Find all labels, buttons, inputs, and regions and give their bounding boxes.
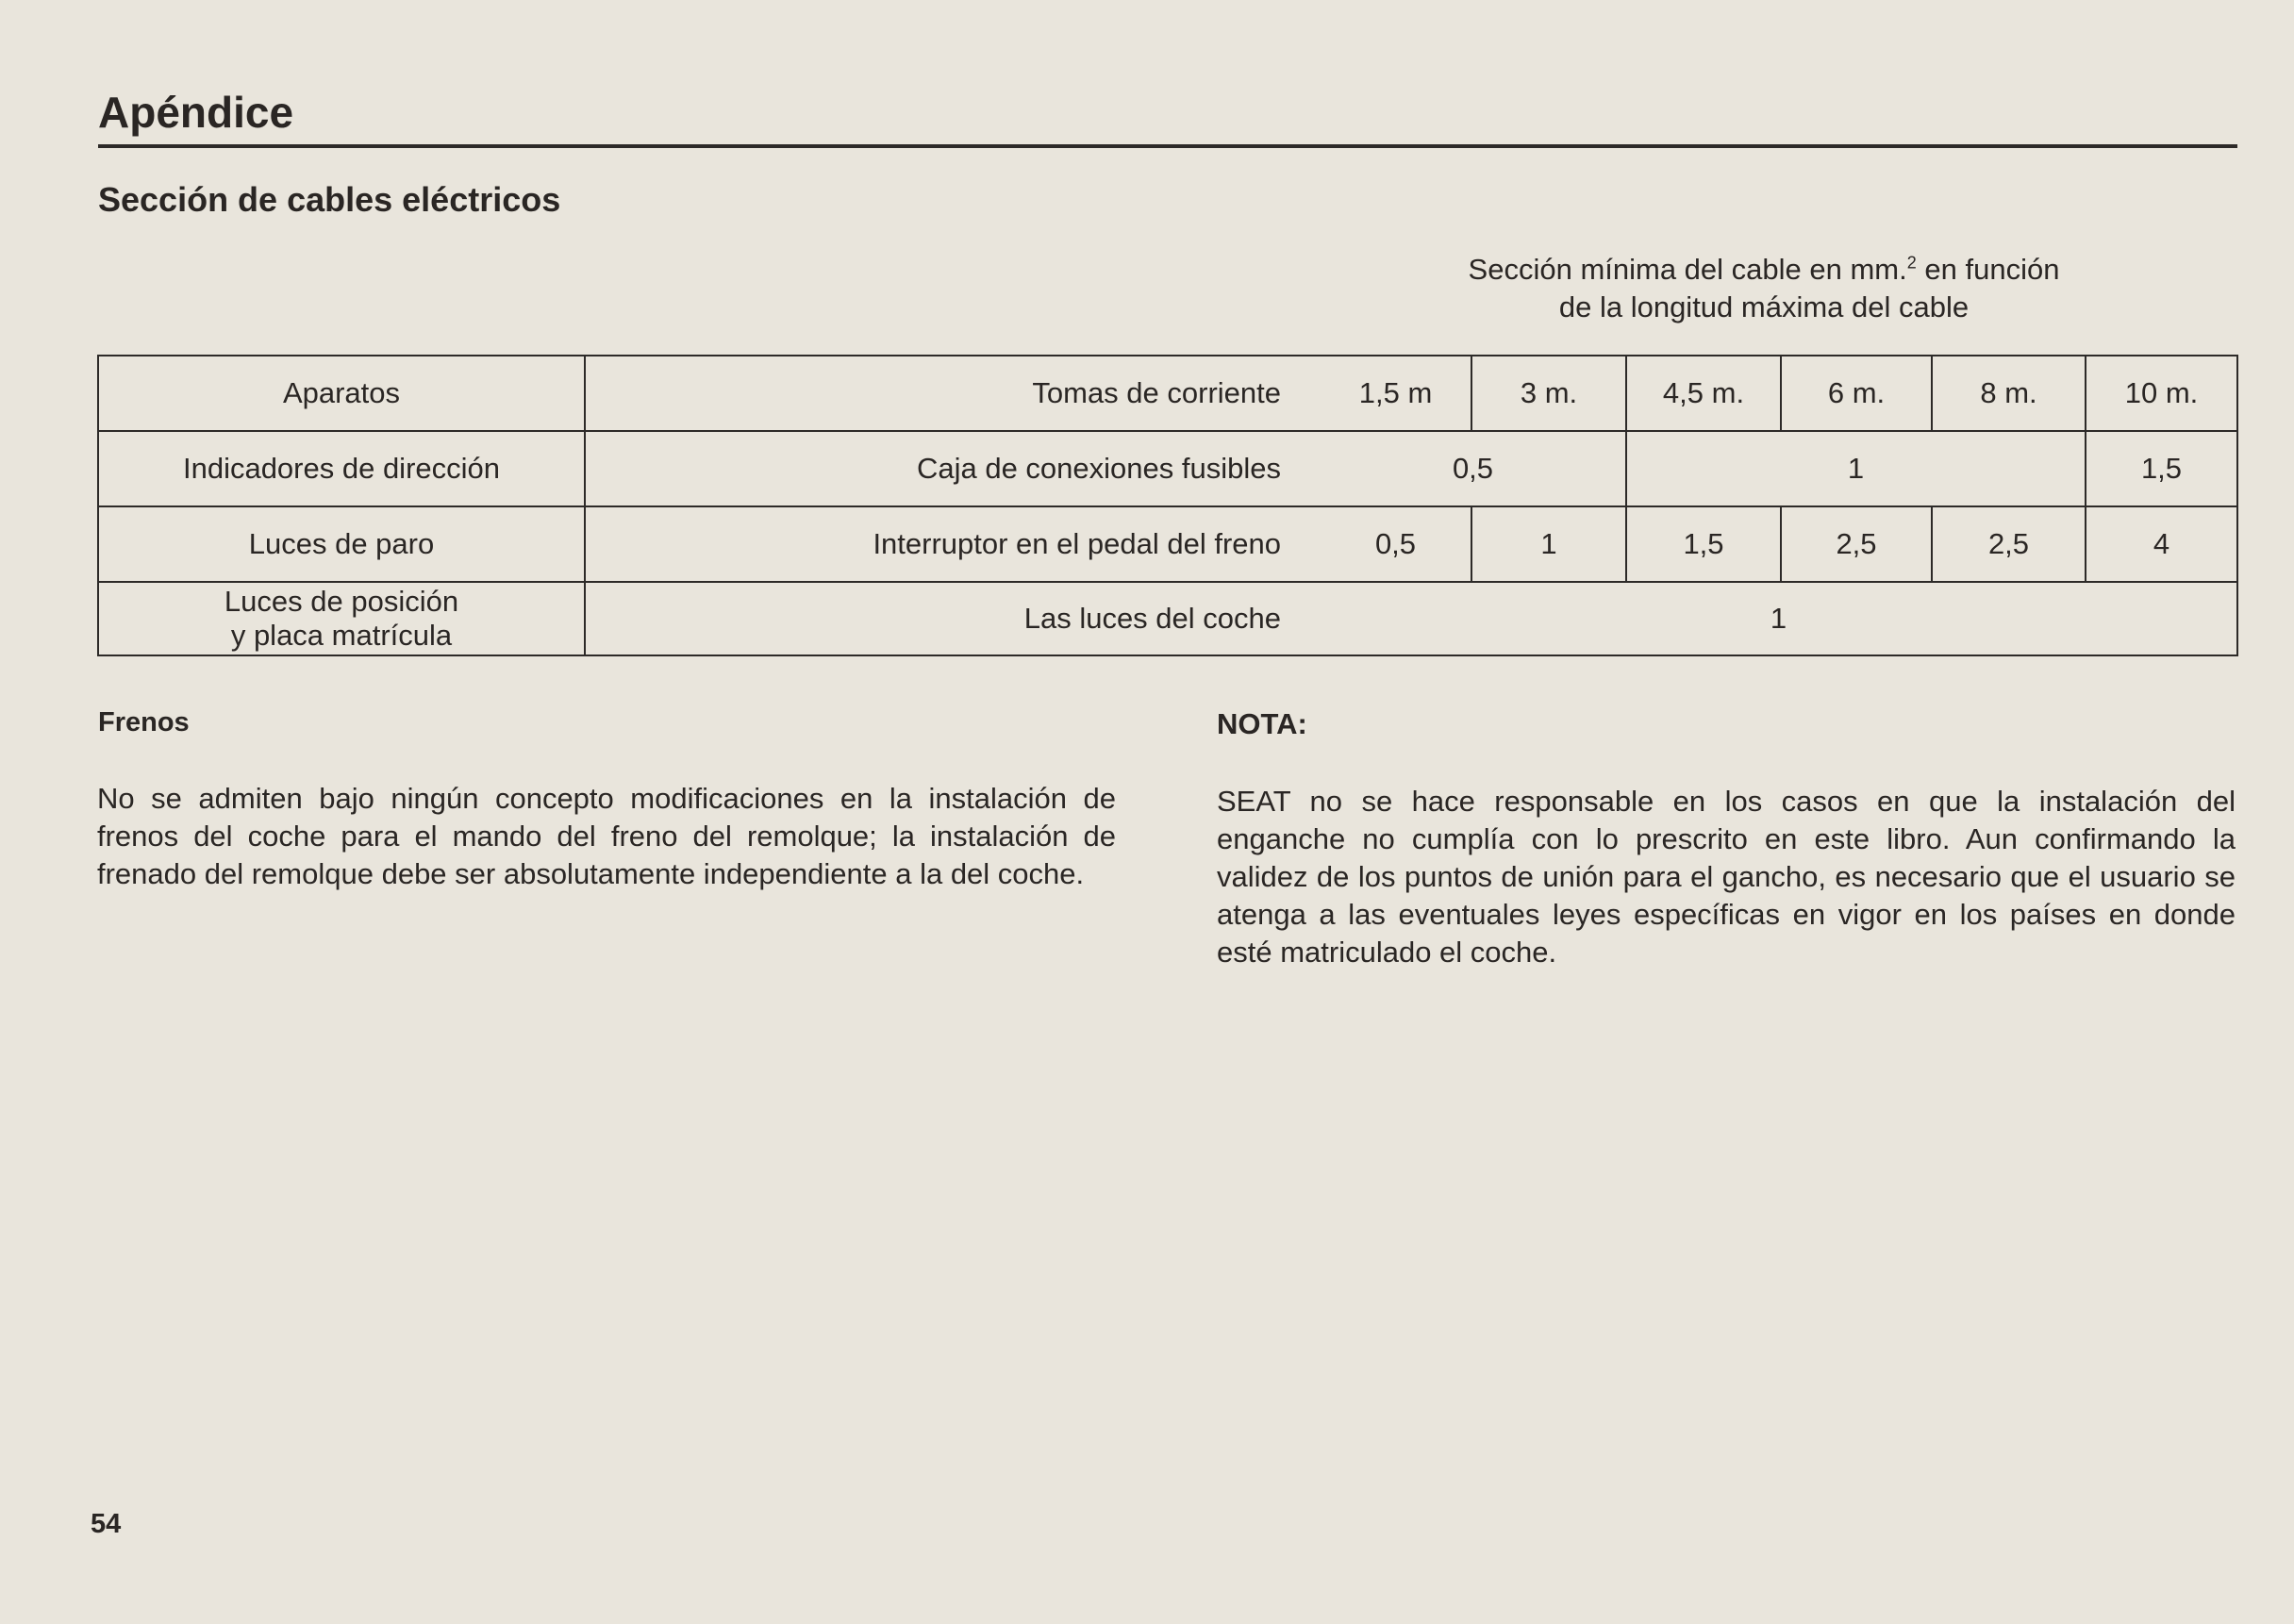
row-appliance: Luces de paro [98, 506, 585, 582]
caption-line2: de la longitud máxima del cable [1558, 290, 1970, 323]
table-header-row [98, 356, 2237, 431]
row-value: 4 [2086, 506, 2237, 582]
row-appliance: Indicadores de dirección [98, 431, 585, 506]
header-length: 1,5 m [1321, 356, 1471, 431]
brakes-text: No se admiten bajo ningún concepto modificaciones en la instalación de frenos del coche para el mando del freno del remolque; la instalación de frenado del remolque debe ser absolutamente independiente a la del coche. [97, 782, 1116, 890]
header-length: 8 m. [1932, 356, 2086, 431]
row-circuit: Las luces del coche [585, 582, 1321, 655]
row-value: 1 [1321, 582, 2237, 655]
row-appliance-line: Luces de posición [224, 585, 459, 618]
header-length: 10 m. [2086, 356, 2237, 431]
header-length: 4,5 m. [1626, 356, 1781, 431]
header-length: 3 m. [1471, 356, 1626, 431]
brakes-heading: Frenos [98, 707, 190, 737]
row-circuit: Caja de conexiones fusibles [585, 431, 1321, 506]
row-circuit: Interruptor en el pedal del freno [585, 506, 1321, 582]
table-caption [1396, 251, 2132, 326]
caption-line1-text: Sección mínima del cable en mm. [1468, 253, 1907, 286]
row-value: 0,5 [1321, 506, 1471, 582]
table-row [98, 506, 2237, 582]
row-value: 1 [1626, 431, 2086, 506]
page-title: Apéndice [98, 88, 294, 137]
row-appliance-line: y placa matrícula [230, 619, 453, 652]
row-value: 2,5 [1932, 506, 2086, 582]
table-row [98, 431, 2237, 506]
row-value: 2,5 [1781, 506, 1932, 582]
row-value: 0,5 [1321, 431, 1626, 506]
cable-section-table [97, 355, 2238, 656]
title-rule [98, 144, 2237, 148]
header-circuit: Tomas de corriente [585, 356, 1321, 431]
row-value: 1,5 [1626, 506, 1781, 582]
row-value: 1 [1471, 506, 1626, 582]
page-number: 54 [91, 1509, 122, 1539]
row-appliance [98, 582, 585, 655]
section-heading: Sección de cables eléctricos [98, 180, 561, 219]
header-appliance: Aparatos [98, 356, 585, 431]
row-value: 1,5 [2086, 431, 2237, 506]
note-text: SEAT no se hace responsable en los casos en que la instalación del enganche no cumplía con lo prescrito en este libro. Aun confirmando la validez de los puntos de unión para el gancho, es necesario que el usuario se atenga a las eventuales leyes específicas en vigor en los países en donde esté matriculado el coche. [1217, 785, 2236, 969]
caption-superscript: 2 [1906, 253, 1917, 273]
header-length: 6 m. [1781, 356, 1932, 431]
note-heading: NOTA: [1217, 707, 1307, 740]
table-row [98, 582, 2237, 655]
caption-line1-end: en función [1916, 253, 2060, 286]
